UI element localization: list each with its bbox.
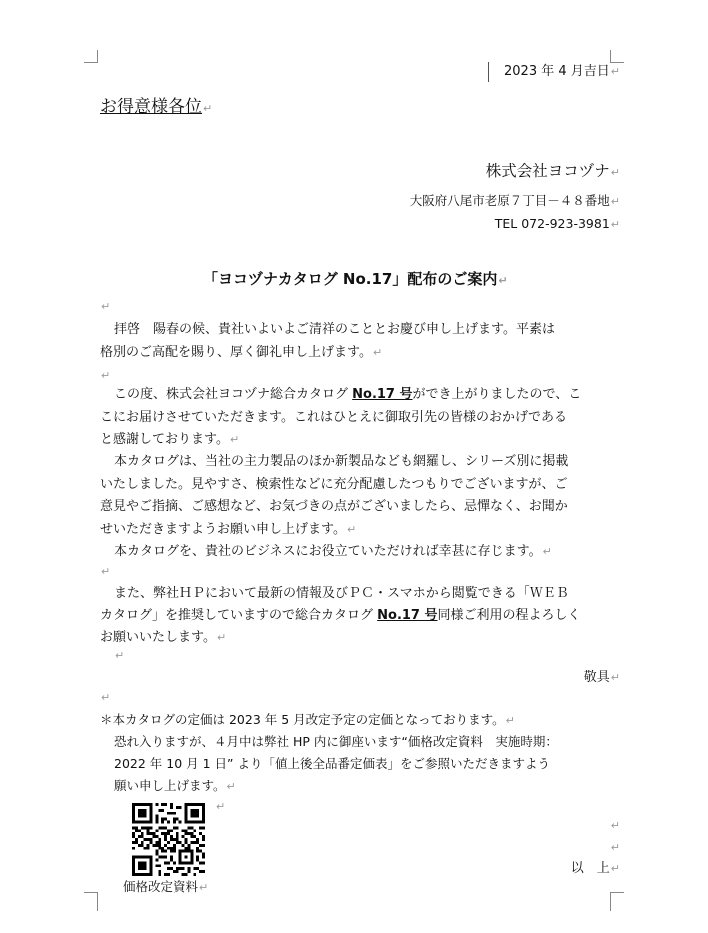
para1-line1[interactable]: 拝啓 陽春の候、貴社いよいよご清祥のこととお慶び申し上げます。平素は [114, 322, 555, 337]
para3-line4[interactable]: せいただきますようお願い申し上げます。↵ [100, 522, 357, 537]
crop-mark-top-left [84, 50, 98, 63]
para2-line3[interactable]: と感謝しております。↵ [100, 432, 240, 447]
company-name[interactable]: 株式会社ヨコヅナ↵ [485, 162, 620, 180]
text-cursor [488, 62, 489, 82]
crop-mark-bottom-right [610, 892, 624, 911]
empty-paragraph[interactable]: ↵ [610, 819, 620, 832]
closing-keigu[interactable]: 敬具↵ [583, 670, 620, 685]
para3-line1[interactable]: 本カタログは、当社の主力製品のほか新製品なども網羅し、シリーズ別に掲載 [114, 454, 569, 469]
para4[interactable]: 本カタログを、貴社のビジネスにお役立ていただければ幸甚に存じます。↵ [114, 544, 552, 559]
empty-paragraph[interactable]: ↵ [101, 691, 111, 704]
note-line1[interactable]: ＊本カタログの定価は 2023 年 5 月改定予定の定価となっております。↵ [100, 712, 515, 727]
company-tel[interactable]: TEL 072-923-3981↵ [494, 216, 620, 231]
para3-line2[interactable]: いたしました。見やすさ、検索性などに充分配慮したつもりでございますが、ご [100, 477, 568, 492]
document-title[interactable]: 「ヨコヅナカタログ No.17」配布のご案内↵ [203, 270, 508, 288]
empty-paragraph[interactable]: ↵ [115, 649, 125, 662]
para1-line2[interactable]: 格別のご高配を賜り、厚く御礼申し上げます。↵ [100, 345, 383, 360]
end-mark-ijo[interactable]: 以 上↵ [570, 861, 620, 876]
empty-paragraph[interactable]: ↵ [216, 800, 226, 813]
empty-paragraph[interactable]: ↵ [101, 369, 111, 382]
para2-line1[interactable]: この度、株式会社ヨコヅナ総合カタログ No.17 号ができ上がりましたので、こ [114, 387, 582, 402]
para5-line3[interactable]: お願いいたします。↵ [100, 630, 227, 645]
qr-caption[interactable]: 価格改定資料↵ [123, 879, 209, 894]
crop-mark-bottom-left [84, 892, 98, 911]
company-address[interactable]: 大阪府八尾市老原７丁目－４８番地↵ [409, 193, 620, 208]
recipient-line[interactable]: お得意様各位↵ [100, 97, 213, 117]
para3-line3[interactable]: 意見やご指摘、ご感想など、お気づきの点がございましたら、忌憚なく、お聞か [100, 499, 568, 514]
empty-paragraph[interactable]: ↵ [101, 300, 111, 313]
note-line3[interactable]: 2022 年 10 月 1 日” より「値上後全品番定価表」をご参照いただきますよう [114, 756, 550, 771]
date-line[interactable]: 2023 年 4 月吉日↵ [504, 64, 620, 79]
qr-code[interactable] [132, 803, 205, 876]
note-line2[interactable]: 恐れ入りますが、４月中は弊社 HP 内に御座います“価格改定資料 実施時期： [114, 734, 558, 749]
note-line4[interactable]: 願い申し上げます。↵ [114, 778, 236, 793]
para5-line1[interactable]: また、弊社ＨＰにおいて最新の情報及びＰＣ・スマホから閲覧できる「ＷＥＢ [114, 586, 569, 601]
empty-paragraph[interactable]: ↵ [610, 841, 620, 854]
empty-paragraph[interactable]: ↵ [101, 565, 111, 578]
para5-line2[interactable]: カタログ」を推奨していますので総合カタログ No.17 号同様ご利用の程よろしく [100, 608, 581, 623]
para2-line2[interactable]: こにお届けさせていただきます。これはひとえに御取引先の皆様のおかげである [100, 410, 567, 425]
